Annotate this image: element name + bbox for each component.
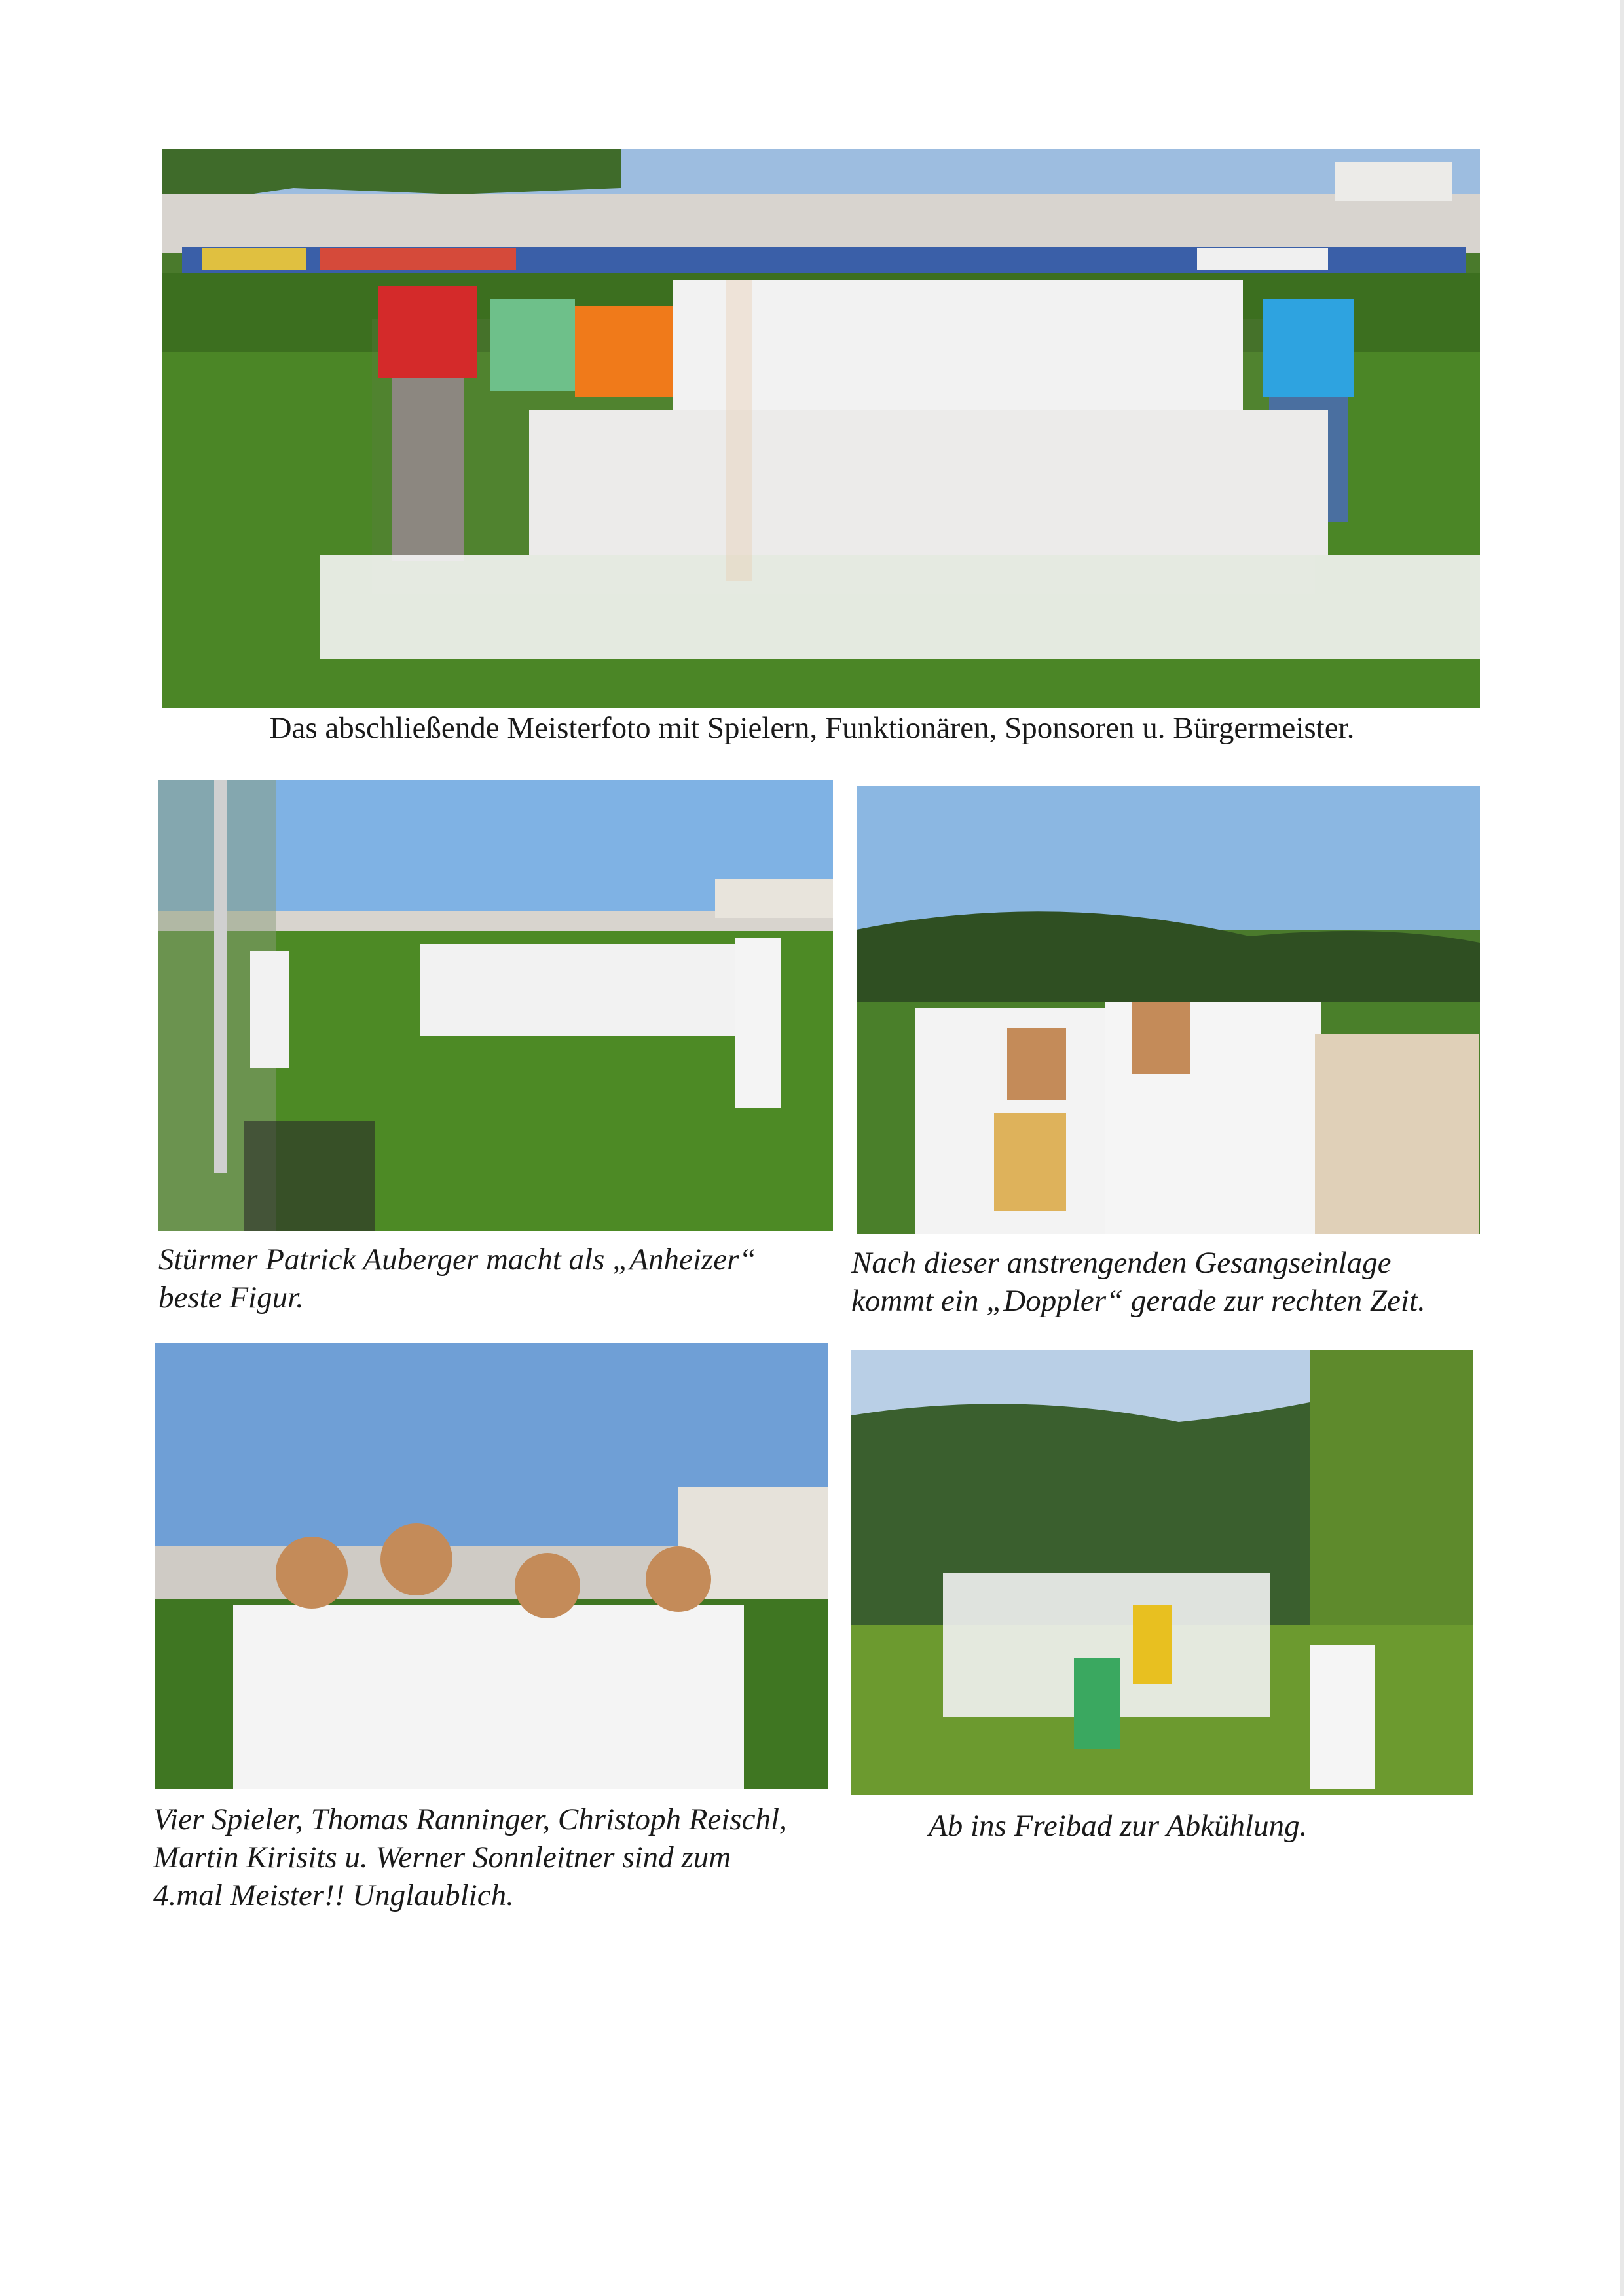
freibad-caption: Ab ins Freibad zur Abkühlung.: [929, 1809, 1308, 1843]
four-players-caption: [153, 1800, 847, 1914]
caption-line: Martin Kirisits u. Werner Sonnleitner sind zum: [153, 1840, 731, 1874]
caption-line: 4.mal Meister!! Unglaublich.: [153, 1878, 514, 1912]
anheizer-caption: [158, 1241, 813, 1317]
doppler-photo: [857, 786, 1480, 1234]
caption-line: Vier Spieler, Thomas Ranninger, Christoph Reischl,: [153, 1802, 787, 1836]
doppler-caption: [851, 1244, 1480, 1320]
scan-edge: [1620, 0, 1624, 2296]
four-players-photo: [155, 1343, 828, 1789]
caption-line: kommt ein „Doppler“ gerade zur rechten Zeit.: [851, 1284, 1426, 1318]
main-caption: Das abschließende Meisterfoto mit Spielern, Funktionären, Sponsoren u. Bürgermeister.: [269, 711, 1355, 745]
anheizer-photo: [158, 780, 833, 1231]
caption-line: beste Figur.: [158, 1281, 304, 1315]
caption-line: Stürmer Patrick Auberger macht als „Anheizer“: [158, 1243, 756, 1277]
caption-line: Nach dieser anstrengenden Gesangseinlage: [851, 1246, 1392, 1280]
team-champion-photo: [162, 149, 1480, 708]
freibad-photo: [851, 1350, 1473, 1795]
